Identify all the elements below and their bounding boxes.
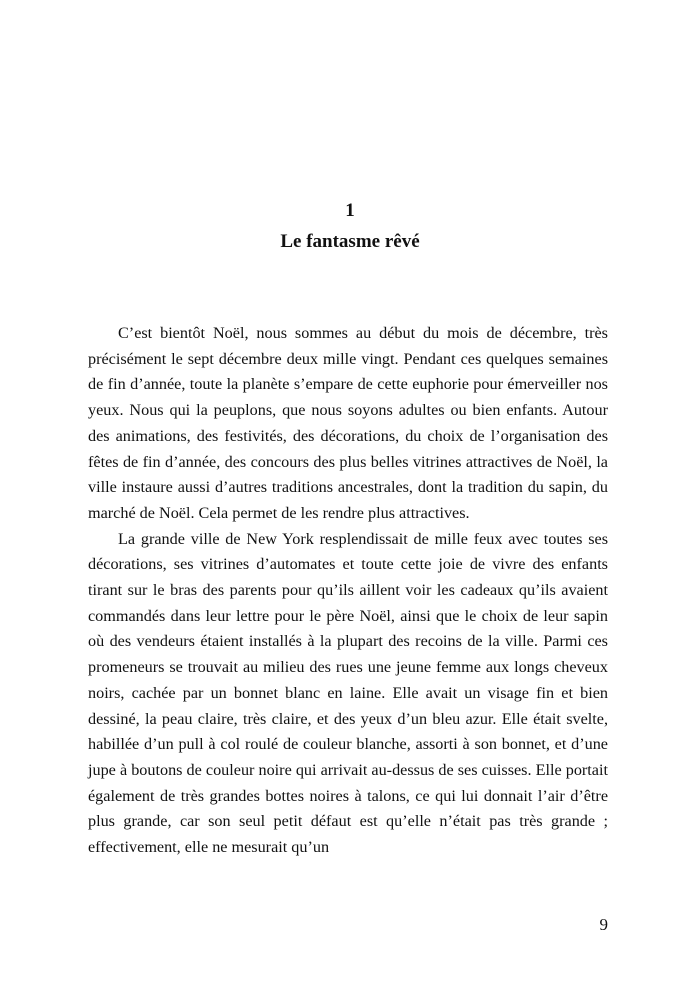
page-number: 9	[599, 915, 608, 934]
paragraph-1: C’est bientôt Noël, nous sommes au début du mois de décembre, très précisément le sept décembre deux mille vingt. Pendant ces quelques semaines de fin d’année, toute la planète s’empare de cette euphorie pour émerveiller nos yeux. Nous qui la peuplons, que nous soyons adultes ou bien enfants. Autour des animations, des festivités, des décorations, du choix de l’organisation des fêtes de fin d’année, des concours des plus belles vitrines attractives de Noël, la ville instaure aussi d’autres traditions ancestrales, dont la tradition du sapin, du marché de Noël. Cela permet de les rendre plus attractives.	[88, 324, 608, 522]
body-text	[88, 321, 608, 861]
chapter-title: Le fantasme rêvé	[280, 231, 420, 252]
paragraph-2: La grande ville de New York resplendissait de mille feux avec toutes ses décorations, ses vitrines d’automates et toute cette joie de vivre des enfants tirant sur le bras des parents pour qu’ils aillent voir les cadeaux qu’ils avaient commandés dans leur lettre pour le père Noël, ainsi que le choix de leur sapin où des vendeurs étaient installés à la plupart des recoins de la ville. Parmi ces promeneurs se trouvait au milieu des rues une jeune femme aux longs cheveux noirs, cachée par un bonnet blanc en laine. Elle avait un visage fin et bien dessiné, la peau claire, très claire, et des yeux d’un bleu azur. Elle était svelte, habillée d’un pull à col roulé de couleur blanche, assorti à son bonnet, et d’une jupe à boutons de couleur noire qui arrivait au-dessus de ses cuisses. Elle portait également de très grandes bottes noires à talons, ce qui lui donnait l’air d’être plus grande, car son seul petit défaut est qu’elle n’était pas très grande ; effectivement, elle ne mesurait qu’un	[88, 529, 608, 857]
chapter-number: 1	[345, 200, 355, 221]
